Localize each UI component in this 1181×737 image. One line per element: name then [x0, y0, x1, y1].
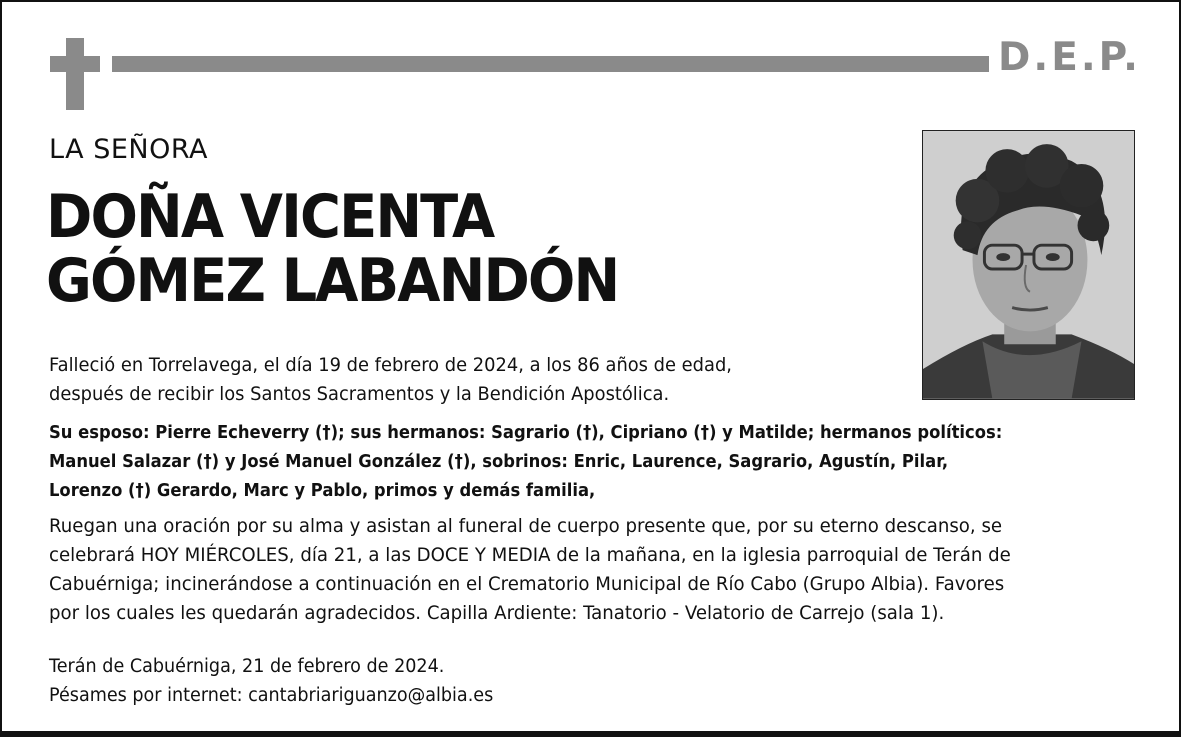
- name-line-2: GÓMEZ LABANDÓN: [46, 246, 619, 316]
- place-date: Terán de Cabuérniga, 21 de febrero de 2024.: [49, 656, 445, 677]
- intro-paragraph: [49, 351, 732, 409]
- service-line: por los cuales les quedarán agradecidos. Capilla Ardiente: Tanatorio - Velatorio de Carrejo (sala 1).: [49, 602, 945, 624]
- salutation: LA SEÑORA: [49, 134, 208, 165]
- deceased-name: [46, 182, 619, 316]
- intro-line: después de recibir los Santos Sacramentos y la Bendición Apostólica.: [49, 383, 670, 405]
- family-paragraph: [49, 418, 1002, 505]
- service-line: Ruegan una oración por su alma y asistan al funeral de cuerpo presente que, por su eterno descanso, se: [49, 515, 1003, 537]
- family-line: Manuel Salazar (†) y José Manuel González (†), sobrinos: Enric, Laurence, Sagrario, Agustín, Pilar,: [49, 451, 949, 472]
- portrait-photo: [922, 130, 1135, 400]
- family-line: Lorenzo (†) Gerardo, Marc y Pablo, primos y demás familia,: [49, 480, 596, 501]
- footer-block: [49, 652, 493, 710]
- family-line: Su esposo: Pierre Echeverry (†); sus hermanos: Sagrario (†), Cipriano (†) y Matilde; hermanos políticos:: [49, 422, 1003, 443]
- cross-icon: [50, 38, 100, 110]
- dep-label: D.E.P.: [998, 35, 1141, 80]
- condolences-line: Pésames por internet: cantabriariguanzo@albia.es: [49, 685, 494, 706]
- name-line-1: DOÑA VICENTA: [46, 182, 494, 252]
- service-paragraph: [49, 512, 1011, 628]
- service-line: Cabuérniga; incinerándose a continuación en el Crematorio Municipal de Río Cabo (Grupo Albia). Favores: [49, 573, 1005, 595]
- intro-line: Falleció en Torrelavega, el día 19 de febrero de 2024, a los 86 años de edad,: [49, 354, 732, 376]
- service-line: celebrará HOY MIÉRCOLES, día 21, a las DOCE Y MEDIA de la mañana, en la iglesia parroquial de Terán de: [49, 544, 1011, 566]
- header-rule: [112, 56, 989, 72]
